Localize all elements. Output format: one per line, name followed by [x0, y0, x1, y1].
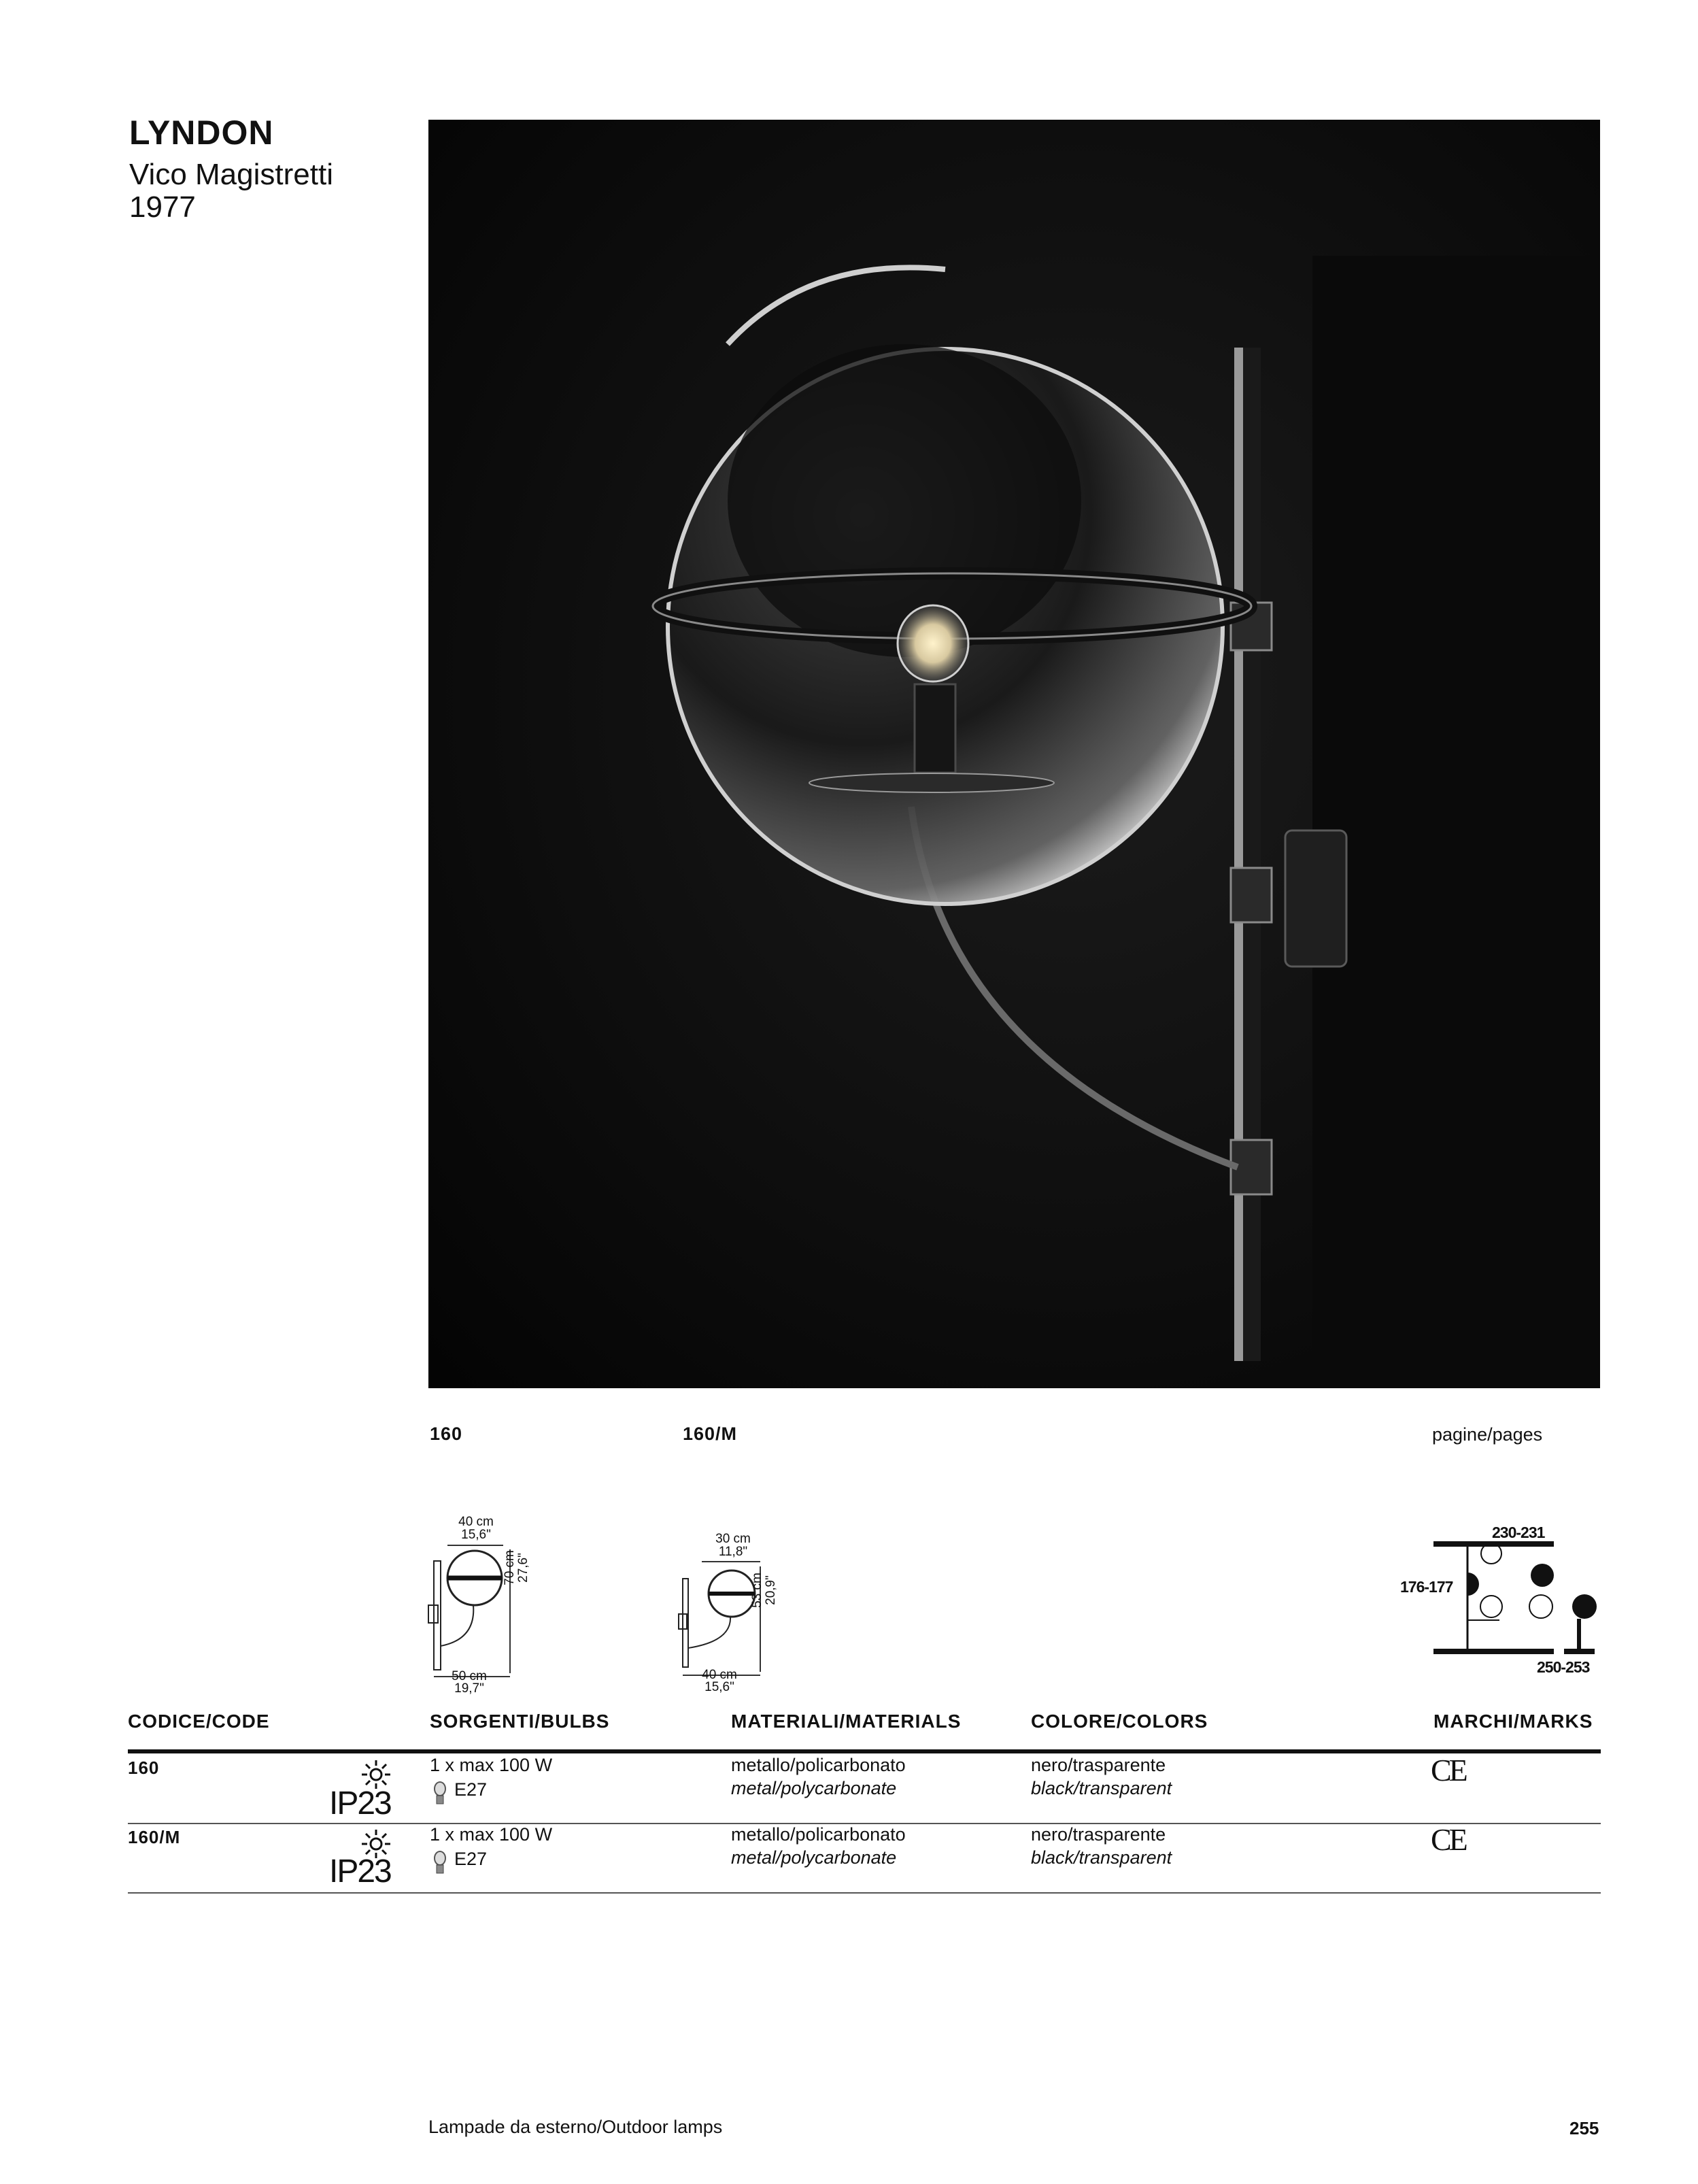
dimension-drawing-160m: [673, 1526, 809, 1696]
design-year: 1977: [129, 190, 196, 224]
bulb-icon: [432, 1850, 447, 1877]
dim-side-cm: 53 cm: [750, 1573, 764, 1608]
material-en: metal/polycarbonate: [731, 1778, 897, 1798]
dim-bottom-cm: 50 cm: [452, 1669, 487, 1683]
row-rule: [128, 1892, 1601, 1894]
color-it: nero/trasparente: [1031, 1755, 1166, 1775]
header-colors: COLORE/COLORS: [1031, 1711, 1208, 1732]
header-code: CODICE/CODE: [128, 1711, 270, 1732]
dim-side-in: 27,6": [516, 1553, 530, 1583]
material-en: metal/polycarbonate: [731, 1847, 897, 1868]
dim-top-in: 15,6": [461, 1528, 491, 1542]
color-en: black/transparent: [1031, 1847, 1172, 1868]
material-it: metallo/policarbonato: [731, 1755, 906, 1775]
product-photo: [428, 120, 1600, 1388]
footer-section: Lampade da esterno/Outdoor lamps: [428, 2117, 723, 2137]
page-map-icon: [1394, 1524, 1605, 1680]
ce-mark-icon: CE: [1431, 1822, 1465, 1857]
bulb-icon: [432, 1781, 447, 1808]
page-range-left: 176-177: [1400, 1578, 1453, 1596]
dim-side-in: 20,9": [764, 1575, 778, 1605]
bulb-spec: 1 x max 100 W: [430, 1824, 553, 1845]
material-it: metallo/policarbonato: [731, 1824, 906, 1845]
pages-label: pagine/pages: [1432, 1424, 1543, 1445]
dim-side-cm: 70 cm: [503, 1550, 517, 1585]
page-range-top: 230-231: [1492, 1524, 1545, 1541]
ip-rating: IP23: [329, 1785, 391, 1821]
ip-rating: IP23: [329, 1853, 391, 1889]
socket-type: E27: [454, 1849, 488, 1869]
designer-name: Vico Magistretti: [129, 158, 333, 191]
page-reference-diagram: [1394, 1524, 1605, 1680]
dim-top-cm: 40 cm: [458, 1515, 494, 1529]
lamp-photo-illustration: [428, 120, 1600, 1388]
socket-type: E27: [454, 1779, 488, 1800]
product-name: LYNDON: [129, 114, 274, 152]
dim-bottom-in: 15,6": [704, 1680, 734, 1694]
row-code: 160: [128, 1758, 160, 1778]
header-materials: MATERIALI/MATERIALS: [731, 1711, 962, 1732]
color-en: black/transparent: [1031, 1778, 1172, 1798]
color-it: nero/trasparente: [1031, 1824, 1166, 1845]
dim-bottom-cm: 40 cm: [702, 1668, 737, 1682]
dim-top-in: 11,8": [718, 1545, 748, 1559]
lamp-outline-icon: [408, 1510, 558, 1694]
dim-bottom-in: 19,7": [454, 1681, 484, 1696]
variant-code-160: 160: [430, 1424, 463, 1444]
dimension-drawing-160: [408, 1510, 558, 1694]
header-marks: MARCHI/MARKS: [1433, 1711, 1593, 1732]
dim-top-cm: 30 cm: [715, 1532, 751, 1546]
row-code: 160/M: [128, 1827, 181, 1847]
page-range-bottom: 250-253: [1537, 1658, 1590, 1676]
variant-code-160m: 160/M: [683, 1424, 738, 1444]
bulb-spec: 1 x max 100 W: [430, 1755, 553, 1775]
header-bulbs: SORGENTI/BULBS: [430, 1711, 610, 1732]
ce-mark-icon: CE: [1431, 1753, 1465, 1787]
page-number: 255: [1569, 2118, 1599, 2138]
